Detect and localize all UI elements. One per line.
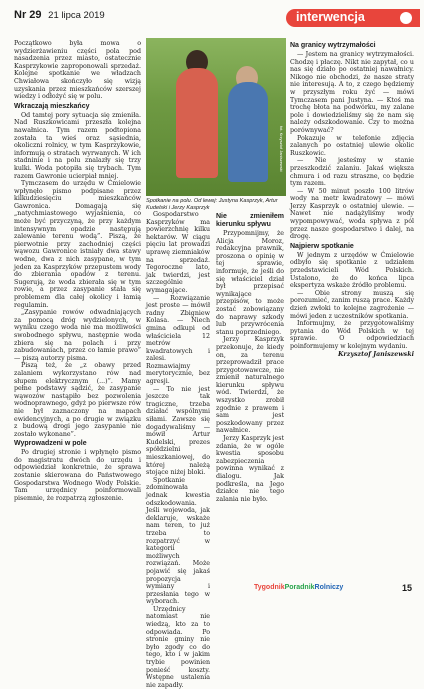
paragraph: Piszą też, że „z obawy przed zalaniem wykorzystano rów nad słupem elektrycznym (...)”. Mamy pełne podstawy sądzić, że zasypanie wąwozów nastąpiło bez pozwolenia wodnoprawnego, gdyż po pierwsze rów nie był zaznaczony na mapach ewidencyjnych, a po drugie w związku z budową drogi jego zasypanie nie zostało wykonane”. <box>14 362 141 438</box>
issue-date: 21 lipca 2019 <box>48 10 105 21</box>
column-2 <box>146 211 210 689</box>
photo-caption: Spotkanie na polu. Od lewej: Justyna Kasprzyk, Artur Kudelski i Jerzy Kasprzyk <box>146 198 278 211</box>
article-author: Krzysztof Janiszewski <box>337 350 414 358</box>
paragraph: Jerzy Kasprzyk przekonuje, że kiedy on, za terenu przeprowadził prace przygotowawcze, nie zmienił naturalnego kierunku spływu wód. Twierdzi, że wszystko zrobił zgodnie z prawem i sam jest poszkodowany przez nawałnice. <box>216 336 284 435</box>
subheading: Wyprowadzeni w pole <box>14 440 87 448</box>
paragraph: Informujmy, że przygotowaliśmy pytania do Wód Polskich w tej sprawie. O odpowiedziach poinformujemy w kolejnym wydaniu. <box>290 320 414 350</box>
brand-part: Rolniczy <box>314 584 344 591</box>
paragraph: — To nie jest jeszcze tak tragiczne, trzeba działać wspólnymi siłami. Zawsze się dogadywaliśmy — mówił Artur Kudelski, prezes spółdzielni mieszkaniowej, do której należą stojące niżej bloki. <box>146 385 210 477</box>
column-1 <box>14 40 141 580</box>
subheading: Wkraczają mieszkańcy <box>14 102 90 110</box>
section-tag <box>286 9 420 27</box>
issue-number: Nr 29 <box>14 9 42 21</box>
person-body-shape <box>228 82 268 182</box>
paragraph: Pokazuje w telefonie zdjęcia zalanych po ostatniej ulewie okolic Ruszkowic. <box>290 134 414 157</box>
subheading: Nie zmieniłem kierunku spływu <box>216 213 284 228</box>
paragraph: Spotkanie zdominowała jednak kwestia odszkodowania. Jeśli wojewoda, jak deklaruje, wskaże nam teren, to już trzeba to rozpatrzyć w kategorii możliwych rozwiązań. Może pojawić się jakaś propozycja wymiany i przesłania tego w wyborach. <box>146 476 210 606</box>
paragraph: Tymczasem do urzędu w Ćmielowie wpłynęło pismo podpisane przez kilkudziesięciu mieszkańców Gawronica. Domagają się „natychmiastowego wyjaśnienia, co może być przyczyną, że przy każdym intensywnym opadzie następują zalewanie terenu wodą”. Piszą, że pierwotnie przy zachodniej części wąwozu Gawronice istniały dwa stawy wodne, dwa z nich zasypane, w tym jeden za Kasprzyków przepustem wody do zbierania opadów z terenu. Sugerują, że woda zbierała się w tym rowie, a przez zasypanie stała się problemem dla całej okolicy i łamią regulamin. <box>14 180 141 309</box>
column-4 <box>290 40 414 580</box>
footer-brand <box>254 584 343 591</box>
paragraph: Urzędnicy natomiast nie wiedzą, kto za to odpowiada. Po stronie gminy nie było zgody co do tego, kto i w jakim trybie powinien ponieść koszty. Wstępne ustalenia nie zapadły. <box>146 605 210 689</box>
paragraph: Gospodarstwo Kasprzyków ma powierzchnię kilku hektarów. W ciągu pięciu lat prowadzi uprawę ziemniaków na sprzedaż. Tegoroczne lato, jak twierdzi, jest szczególnie wymagające. <box>146 211 210 294</box>
section-label: interwencja <box>296 10 365 24</box>
photo-credit: fot. Krzysztof Janiszewski <box>279 126 284 172</box>
subheading: Na granicy wytrzymałości <box>290 42 376 49</box>
page-number: 15 <box>402 583 413 593</box>
paragraph: Jerzy Kasprzyk jest zdania, że w ogóle kwestia sposobu zabezpieczenia powinna wynikać z dialogu. Jak podkreśla, na Jego działce nie tego zalania nie było. <box>216 435 285 503</box>
article-photo <box>146 38 286 196</box>
paragraph: — Nie jesteśmy w stanie przeszkodzić zalaniu. Jakaś większa chmura i od razu straszne, co będzie tym razem. <box>290 157 414 188</box>
paragraph: — W 50 minut poszło 100 litrów wody na metr kwadratowy — mówi Jerzy Kasprzyk o ostatniej ulewie. — Nawet nie nadążyliśmy wody wypompowywać, woda spływa z pól przez nasze gospodarstwo i dalej, na drogę. <box>290 187 414 241</box>
column-3 <box>216 211 284 596</box>
section-logo-icon <box>400 12 412 24</box>
issue-info <box>14 9 105 21</box>
brand-part: Tygodnik <box>254 584 285 591</box>
paragraph: — Obie strony muszą się porozumieć, zanim ruszą prace. Każdy dzień zwłoki to kolejne zagrożenie — mówi jeden z uczestników spotkania. <box>290 289 414 320</box>
paragraph: — Rozwiązanie jest proste — mówił radny Zbigniew Kolasa. — Niech gmina odkupi od właściciela 12 metrów kwadratowych i zalesi. Rozmawiajmy merytorycznie, bez agresji. <box>146 294 210 386</box>
paragraph: Po drugiej stronie i wpłynęło pismo do magistratu dwóch do urzędu i odpowiedział konkretnie, że sprawa zostanie skierowana do Państwowego Gospodarstwa Wodnego Wody Polskie. Tam urzędnicy poinformowali pisemnie, że rozpatrzą zgłoszenie. <box>14 449 141 502</box>
subheading: Najpierw spotkanie <box>290 242 354 250</box>
paragraph: „Zasypanie rowów odwadniających za pomocą dróg wydzielonych, w wyniku czego woda nie ma możliwości swobodnego spływu, następnie woda zbiera się na polach i przy zabudowaniach, przez co łamie prawo” — piszą autorzy pisma. <box>14 309 141 362</box>
brand-part: Poradnik <box>284 584 315 591</box>
paragraph: W jednym z urzędów w Ćmielowie odbyło się spotkanie z udziałem przedstawicieli Wód Polskich. Ustalono, że do końca lipca ekspertyza wskaże źródło problemu. <box>290 251 414 290</box>
paragraph: — Jestem na granicy wytrzymałości. Chodzę i płaczę. Nikt nie zapytał, co u nas się działo po ostatniej nawałnicy. Nikogo nie obchodzi, że nasze straty nie interesują. A to, z czego będziemy w przyszłym roku żyć — mówi Tymczasem pani Justyna. — Ktoś ma trochę błota na podwórku, my zalane pole i dowiedzieliśmy się że nam się należy odszkodowanie. Czy to można porównywać? <box>290 51 414 134</box>
paragraph: Od tamtej pory sytuacja się zmieniła. Nad Ruszkowicami przeszła kolejna nawałnica. Tym razem podtopiona została ta wieś oraz sąsiednia, okoliczni rolnicy, w tym Kasprzykowie, informują o stratach wyrwanych. W ich stadninie i na polu znalazły się trzy kulki. Woda potopiła się trybach. Tym razem Gawronie ucierpiał mniej. <box>14 111 141 180</box>
paragraph: Początkowo była mowa o wydzierżawieniu części pola pod nasadzenia przez miasto, ostatecznie Kasprzykowie zaproponowali sprzedaż. Kolejne spotkanie we władzach Chwiałowa skończyło się wizją uzyskania przez mieszkańców szerszej wiedzy i odłożyć się w polu. <box>14 40 141 101</box>
page-header <box>0 0 424 30</box>
paragraph: Przypomnijmy, że Alicja Moroz, redakcyjna prawnik, proszona o opinię w tej sprawie, informuje, że jeśli do się właściciel dział był przepisać wynikające przepisów, to może zostać zobowiązany do naprawy szkody lub przywrócenia stanu poprzedniego. <box>216 230 284 336</box>
person-body-shape <box>176 68 218 178</box>
